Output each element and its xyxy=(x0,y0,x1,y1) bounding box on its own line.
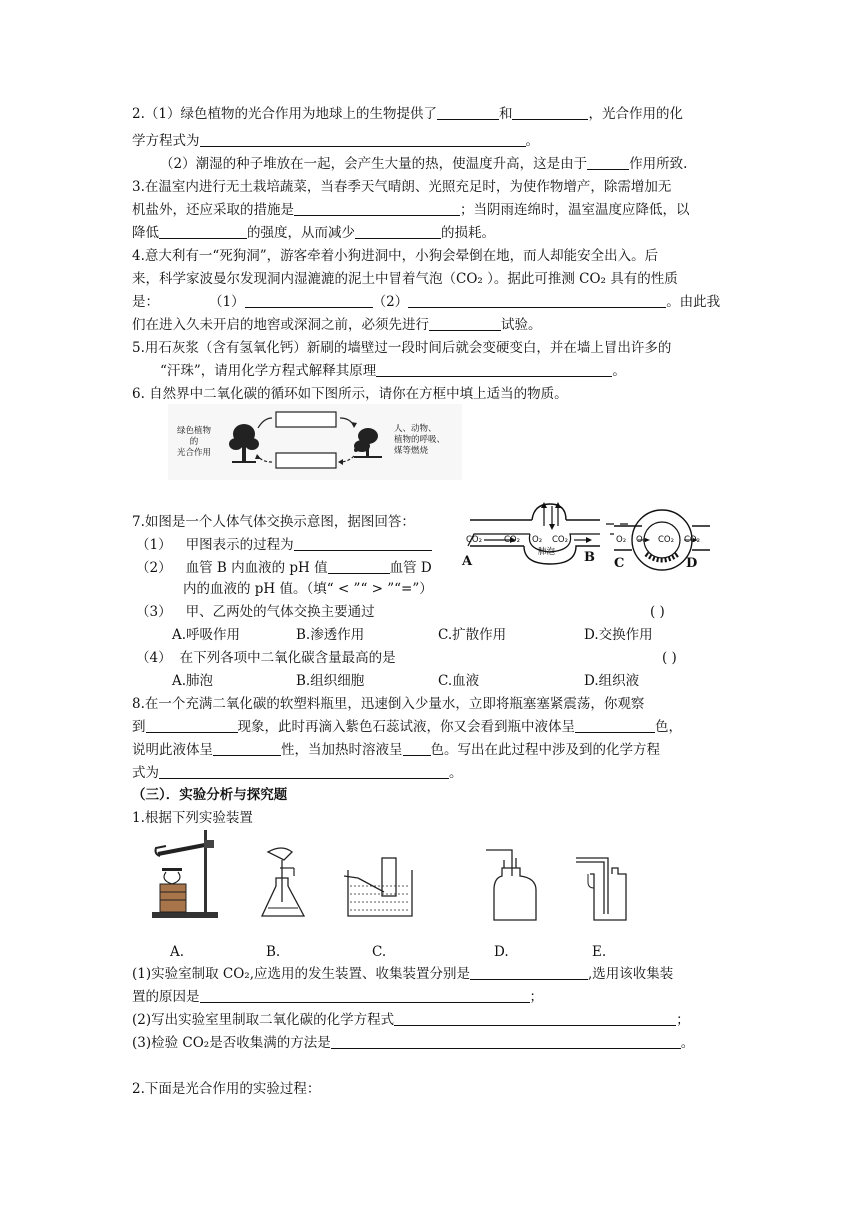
apparatus-d xyxy=(482,846,548,924)
q7-sub2 xyxy=(136,558,432,578)
answer-blank[interactable] xyxy=(294,201,460,216)
q8-line3 xyxy=(132,740,660,760)
answer-blank[interactable] xyxy=(394,1011,676,1026)
q7-sub3-bracket[interactable]: ( ) xyxy=(650,604,665,620)
flask-funnel-icon xyxy=(258,846,314,924)
q4-text: （2） xyxy=(372,294,409,310)
gas-exchange-diagram xyxy=(464,500,714,576)
answer-box-bottom xyxy=(276,453,336,468)
answer-blank[interactable] xyxy=(159,764,449,779)
right-label xyxy=(394,424,445,457)
o2-label: O₂ xyxy=(532,535,543,545)
q2-line1 xyxy=(132,104,683,124)
q8-text: 。 xyxy=(449,765,463,781)
apparatus-c xyxy=(344,856,416,920)
q3-text: 机盐外，还应采取的措施是 xyxy=(132,202,294,218)
answer-blank[interactable] xyxy=(512,105,588,120)
answer-blank[interactable] xyxy=(355,224,441,239)
q5-line1: 5.用石灰浆（含有氢氧化钙）新刷的墙壁过一段时间后就会变硬变白，并在墙上冒出许多的 xyxy=(132,340,672,356)
co2-label: CO₂ xyxy=(658,535,675,545)
gas-bottle-long-icon xyxy=(572,852,634,924)
co2-label: CO₂ xyxy=(504,535,521,545)
answer-blank[interactable] xyxy=(331,1034,681,1049)
q4-line3 xyxy=(132,292,720,312)
q2-text: ，光合作用的化 xyxy=(588,106,683,122)
s3-text: 。 xyxy=(680,1035,695,1051)
q8-text: 说明此液体呈 xyxy=(132,742,213,758)
apparatus-label: C. xyxy=(372,944,387,960)
apparatus-label: E. xyxy=(592,944,607,960)
s3-text: (3)检验 CO₂是否收集满的方法是 xyxy=(132,1035,331,1051)
q3-text: ；当阴雨连绵时，温室温度应降低，以 xyxy=(460,202,690,218)
answer-blank[interactable] xyxy=(328,559,390,574)
q7-sub4-bracket[interactable]: ( ) xyxy=(662,650,677,666)
answer-blank[interactable] xyxy=(587,155,629,170)
gas-bottle-short-icon xyxy=(482,846,548,924)
q7-option[interactable]: B.组织细胞 xyxy=(296,673,365,689)
s3-text: ,选用该收集装 xyxy=(588,966,674,982)
s3-text: ； xyxy=(676,1012,690,1028)
apparatus-b xyxy=(258,846,314,924)
answer-blank[interactable] xyxy=(403,741,431,756)
s3-sub1 xyxy=(132,964,673,984)
heating-apparatus-icon xyxy=(150,828,222,924)
q8-line4 xyxy=(132,763,463,783)
apparatus-label: A. xyxy=(170,944,185,960)
s3-text: (2)写出实验室里制取二氧化碳的化学方程式 xyxy=(132,1012,395,1028)
q7-option[interactable]: D.交换作用 xyxy=(584,627,653,643)
q2-line2 xyxy=(132,131,539,151)
answer-blank[interactable] xyxy=(213,741,281,756)
q7-text: 在下列各项中二氧化碳含量最高的是 xyxy=(179,650,396,666)
q7-sub2-cont: 内的血液的 pH 值。（填“ < ”“ > ”“=”） xyxy=(183,581,433,597)
q8-text: 色， xyxy=(655,719,682,735)
q4-text: 试验。 xyxy=(501,317,542,333)
q8-line2 xyxy=(132,717,682,737)
q7-option[interactable]: A.呼吸作用 xyxy=(172,627,241,643)
q8-text: 色。写出在此过程中涉及到的化学方程 xyxy=(430,742,660,758)
apparatus-label: D. xyxy=(494,944,509,960)
q3-text: 的损耗。 xyxy=(441,225,495,241)
left-label-line: 绿色植物 xyxy=(176,426,211,436)
q7-num: （2） xyxy=(136,560,172,576)
q5-text: “汗珠”，请用化学方程式解释其原理 xyxy=(160,363,377,379)
left-label-line: 的 xyxy=(189,437,199,447)
s3-sub2 xyxy=(132,1010,690,1030)
vessel-c-label: C xyxy=(614,556,625,571)
q8-text: 到 xyxy=(132,719,146,735)
answer-blank[interactable] xyxy=(245,293,373,308)
water-trough-icon xyxy=(344,856,416,920)
q3-text: 的强度，从而减少 xyxy=(247,225,355,241)
vessel-d-label: D xyxy=(686,556,698,571)
vessel-b-label: B xyxy=(584,550,595,565)
q2-text: 2.（1）绿色植物的光合作用为地球上的生物提供了 xyxy=(132,106,437,122)
q3-line3 xyxy=(132,223,495,243)
q7-sub1 xyxy=(136,535,432,555)
q2-line3 xyxy=(160,154,687,174)
q8-line1: 8.在一个充满二氧化碳的软塑料瓶里，迅速倒入少量水，立即将瓶塞塞紧震荡，你观察 xyxy=(132,696,645,712)
q7-option[interactable]: C.扩散作用 xyxy=(438,627,507,643)
answer-blank[interactable] xyxy=(200,132,526,147)
answer-box-top xyxy=(276,412,336,427)
q8-text: 式为 xyxy=(132,765,159,781)
answer-blank[interactable] xyxy=(146,718,238,733)
q6-line1: 6. 自然界中二氧化碳的循环如下图所示，请你在方框中填上适当的物质。 xyxy=(132,386,568,402)
s3-text: ； xyxy=(529,989,543,1005)
q4-text: 是： xyxy=(132,294,159,310)
q2-text: （2）潮湿的种子堆放在一起，会产生大量的热，使温度升高，这是由于 xyxy=(160,156,588,172)
q2-text: 和 xyxy=(498,106,513,122)
q7-text: 甲图表示的过程为 xyxy=(185,537,294,553)
q3-line1: 3.在温室内进行无土栽培蔬菜，当春季天气晴朗、光照充足时，为使作物增产，除需增加无 xyxy=(132,179,672,195)
s3-sub1-cont xyxy=(132,987,543,1007)
right-label-line: 植物的呼吸、 xyxy=(394,435,446,445)
q5-line2 xyxy=(160,361,626,381)
q7-text: 甲、乙两处的气体交换主要通过 xyxy=(185,604,375,620)
right-label-line: 人、动物、 xyxy=(394,424,437,434)
q7-option[interactable]: D.组织液 xyxy=(584,673,640,689)
q5-text: 。 xyxy=(612,363,626,379)
o2-label: O₂ xyxy=(636,535,647,545)
vessel-a-label: A xyxy=(462,554,473,569)
s3-q1: 1.根据下列实验装置 xyxy=(132,810,253,826)
left-label xyxy=(170,426,218,459)
alveolus-label: 肺泡 xyxy=(538,547,556,557)
co2-label: CO₂ xyxy=(684,535,701,545)
s3-sub3 xyxy=(132,1033,694,1053)
apparatus-label: B. xyxy=(266,944,281,960)
q7-option[interactable]: C.血液 xyxy=(438,673,480,689)
q3-line2 xyxy=(132,200,690,220)
answer-blank[interactable] xyxy=(408,293,666,308)
q2-text: 学方程式为 xyxy=(132,133,200,149)
apparatus-e xyxy=(572,852,634,924)
q4-line2: 来，科学家波曼尔发现洞内湿漉漉的泥土中冒着气泡（CO₂ ）。据此可推测 CO₂ 具有的性质 xyxy=(132,271,678,287)
q4-line1: 4.意大利有一“死狗洞”，游客牵着小狗进洞中，小狗会晕倒在地，而人却能安全出入。后 xyxy=(132,248,659,264)
answer-blank[interactable] xyxy=(575,718,655,733)
answer-blank[interactable] xyxy=(376,362,612,377)
s3-text: 置的原因是 xyxy=(132,989,200,1005)
q4-text: 们在进入久未开启的地窖或深洞之前，必须先进行 xyxy=(132,317,429,333)
q8-text: 现象，此时再滴入紫色石蕊试液，你又会看到瓶中液体呈 xyxy=(237,719,575,735)
q7-line1: 7.如图是一个人体气体交换示意图，据图回答： xyxy=(132,514,415,530)
q8-text: 性，当加热时溶液呈 xyxy=(281,742,403,758)
s3-q2: 2.下面是光合作用的实验过程： xyxy=(132,1081,321,1097)
q7-num: （4） xyxy=(136,650,172,666)
o2-label: O₂ xyxy=(616,535,627,545)
q7-text: 血管 B 内血液的 pH 值 xyxy=(185,560,328,576)
answer-blank[interactable] xyxy=(294,536,432,551)
answer-blank[interactable] xyxy=(159,224,247,239)
co2-label: CO₂ xyxy=(552,535,569,545)
s3-text: (1)实验室制取 CO₂,应选用的发生装置、收集装置分别是 xyxy=(132,966,471,982)
q7-num: （3） xyxy=(136,604,172,620)
q7-sub4 xyxy=(136,648,396,668)
q7-option[interactable]: B.渗透作用 xyxy=(296,627,365,643)
q7-num: （1） xyxy=(136,537,172,553)
q4-text: （1） xyxy=(209,294,245,310)
section-title: （三）．实验分析与探究题 xyxy=(132,787,288,803)
answer-blank[interactable] xyxy=(200,988,530,1003)
apparatus-a xyxy=(150,828,222,924)
carbon-cycle-diagram xyxy=(168,404,462,480)
answer-blank[interactable] xyxy=(429,316,501,331)
answer-blank[interactable] xyxy=(437,105,499,120)
q7-sub3 xyxy=(136,602,375,622)
right-label-line: 煤等燃烧 xyxy=(394,446,429,456)
co2-label: CO₂ xyxy=(466,535,483,545)
q4-text: 。由此我 xyxy=(666,294,721,310)
left-label-line: 光合作用 xyxy=(176,448,211,458)
q3-text: 降低 xyxy=(132,225,159,241)
q2-text: 。 xyxy=(525,133,539,149)
q7-text: 血管 D xyxy=(389,560,432,576)
q7-option[interactable]: A.肺泡 xyxy=(172,673,214,689)
q2-text: 作用所致. xyxy=(629,156,688,172)
answer-blank[interactable] xyxy=(470,965,588,980)
q4-line4 xyxy=(132,315,542,335)
